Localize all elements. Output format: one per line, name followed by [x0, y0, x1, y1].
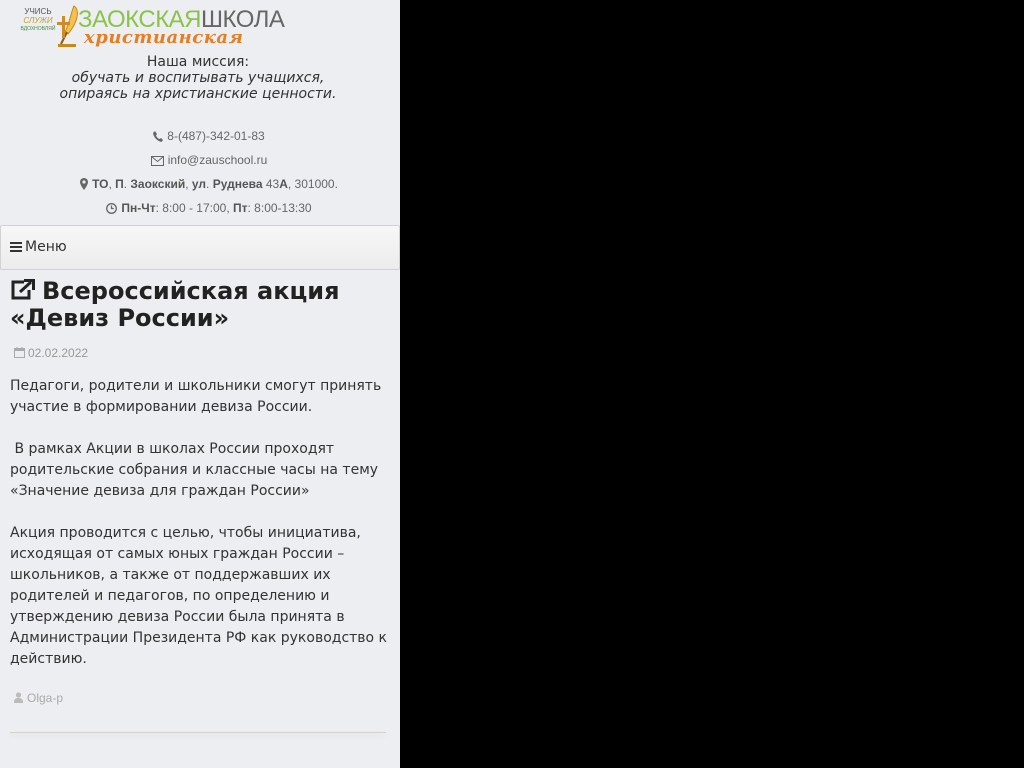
mission-line-2: опираясь на христианские ценности. — [59, 86, 337, 102]
calendar-icon — [14, 347, 25, 358]
mission-title: Наша миссия: — [146, 54, 250, 70]
address-part: Заокский — [130, 177, 186, 191]
article-date — [14, 346, 88, 360]
address-sep: , 301000. — [287, 177, 338, 191]
address-sep: . — [206, 177, 213, 191]
article-paragraph: В рамках Акции в школах России проходят родительские собрания и классные часы на тему «Значение девиза для граждан России» — [10, 441, 383, 499]
logo-motto-learn: УЧИСЬ — [24, 7, 52, 16]
logo-mottos — [18, 7, 58, 34]
hours-time: : 8:00 - 17:00, — [155, 201, 233, 215]
bars-icon — [10, 242, 22, 252]
address-part: ТО — [92, 177, 109, 191]
article — [10, 277, 390, 705]
phone-row — [0, 124, 400, 148]
address-part: Руднева — [212, 177, 263, 191]
article-title-text: Всероссийская акция «Девиз России» — [10, 277, 340, 332]
menu-label: Меню — [25, 239, 67, 255]
phone-link[interactable]: 8-(487)-342-01-83 — [167, 129, 265, 143]
logo-motto-serve: СЛУЖИ — [23, 16, 53, 25]
logo-name-part1: ЗАОКСКАЯ — [78, 6, 202, 33]
article-paragraph: Акция проводится с целью, чтобы инициатива, исходящая от самых юных граждан России – школьников, а также от поддержавших их родителей и педагогов, по определению и утверждению девиза России была принята в Администрации Президента РФ как руководство к действию. — [10, 525, 388, 667]
map-marker-icon — [80, 178, 88, 190]
site-logo[interactable] — [18, 4, 288, 52]
user-icon — [14, 692, 23, 703]
article-body — [10, 376, 390, 691]
menu-toggle-button[interactable] — [0, 225, 400, 270]
address-sep: 43 — [262, 177, 280, 191]
mission-line-1: обучать и воспитывать учащихся, — [71, 70, 325, 86]
address-part: ул — [191, 177, 207, 191]
address-sep: , — [185, 177, 192, 191]
divider — [10, 732, 386, 733]
address-sep: , — [108, 177, 116, 191]
logo-subtitle: христианская — [84, 27, 244, 48]
contacts-block — [0, 124, 400, 220]
logo-name-part2: ШКОЛА — [201, 6, 285, 33]
article-title[interactable] — [10, 278, 390, 332]
phone-icon — [153, 131, 163, 142]
author-link[interactable]: Olga-p — [27, 691, 64, 705]
envelope-icon — [151, 156, 164, 166]
mission-block — [0, 54, 396, 102]
email-link[interactable]: info@zauschool.ru — [167, 153, 268, 167]
hours-row — [0, 196, 400, 220]
page-column — [0, 0, 400, 768]
hours-time: : 8:00-13:30 — [247, 201, 312, 215]
address-part: П — [115, 177, 124, 191]
article-paragraph: Педагоги, родители и школьники смогут принять участие в формировании девиза России. — [10, 378, 382, 415]
article-author — [14, 691, 63, 705]
logo-motto-inspire: ВДОХНОВЛЯЙ — [20, 26, 56, 32]
empty-dark-area — [400, 0, 1024, 768]
email-row — [0, 148, 400, 172]
article-date-value: 02.02.2022 — [28, 346, 89, 360]
external-link-icon — [10, 279, 36, 301]
address-sep: . — [123, 177, 131, 191]
hours-days: Пн-Чт — [121, 201, 156, 215]
address-part: А — [279, 177, 288, 191]
clock-icon — [106, 203, 117, 214]
hours-days: Пт — [233, 201, 248, 215]
address-row — [0, 172, 400, 196]
